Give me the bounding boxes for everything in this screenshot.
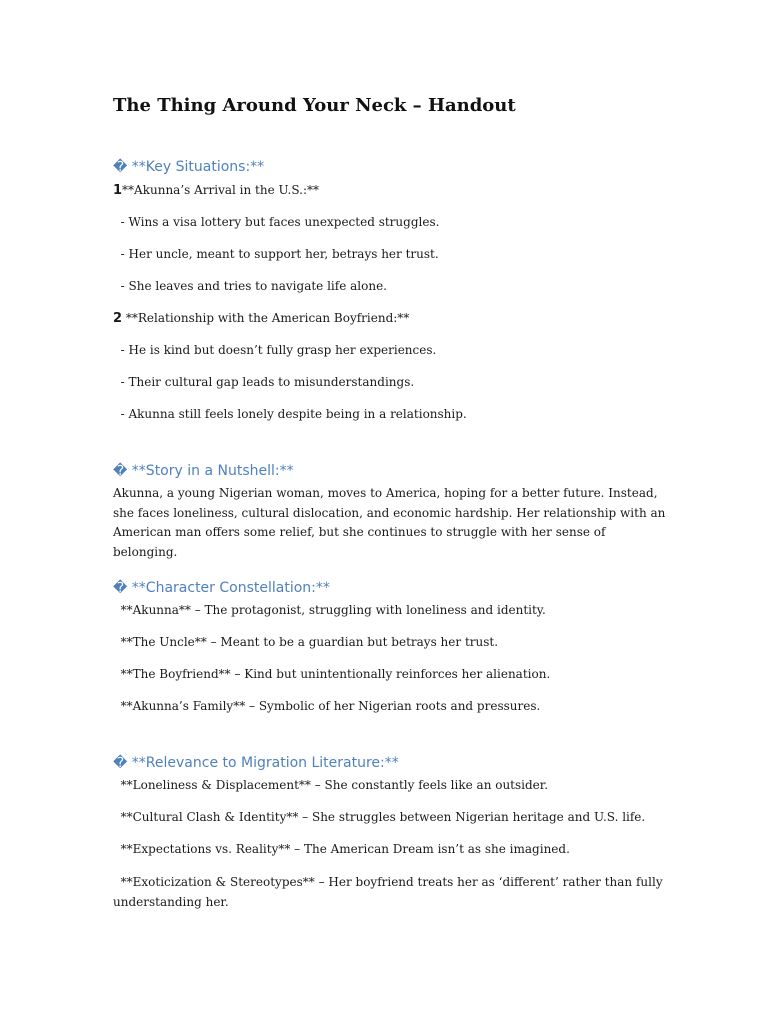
key-situations-heading: � **Key Situations:** — [113, 159, 265, 175]
situation-1-label — [113, 181, 319, 200]
characters-heading: � **Character Constellation:** — [113, 580, 330, 596]
document-title: The Thing Around Your Neck – Handout — [113, 95, 516, 116]
relevance-line: **Expectations vs. Reality** – The American Dream isn’t as she imagined. — [113, 842, 570, 856]
character-line: **Akunna’s Family** – Symbolic of her Nigerian roots and pressures. — [113, 699, 541, 713]
situation-2-bullet: - Akunna still feels lonely despite being in a relationship. — [113, 407, 467, 421]
situation-2-number: 2 — [113, 311, 123, 326]
situation-1-bullet: - Wins a visa lottery but faces unexpected struggles. — [113, 215, 440, 229]
situation-1-bullet: - She leaves and tries to navigate life alone. — [113, 279, 387, 293]
situation-1-bullet: - Her uncle, meant to support her, betrays her trust. — [113, 247, 439, 261]
situation-1-text: **Akunna’s Arrival in the U.S.:** — [122, 183, 319, 197]
relevance-line: **Loneliness & Displacement** – She constantly feels like an outsider. — [113, 778, 549, 792]
nutshell-paragraph: Akunna, a young Nigerian woman, moves to America, hoping for a better future. Instead, she faces loneliness, cultural dislocation, and economic hardship. Her relationship with an American man offers some relief, but she continues to struggle with her sense of belonging. — [113, 486, 666, 559]
character-line: **The Boyfriend** – Kind but unintentionally reinforces her alienation. — [113, 667, 551, 681]
relevance-line: **Cultural Clash & Identity** – She struggles between Nigerian heritage and U.S. life. — [113, 810, 646, 824]
situation-2-text: **Relationship with the American Boyfriend:** — [122, 311, 410, 325]
situation-2-bullet: - He is kind but doesn’t fully grasp her experiences. — [113, 343, 437, 357]
situation-1-number: 1 — [113, 183, 123, 198]
relevance-last-paragraph: **Exoticization & Stereotypes** – Her boyfriend treats her as ‘different’ rather than fully understanding her. — [113, 875, 667, 909]
relevance-heading: � **Relevance to Migration Literature:** — [113, 755, 399, 771]
nutshell-heading: � **Story in a Nutshell:** — [113, 463, 294, 479]
character-line: **Akunna** – The protagonist, struggling with loneliness and identity. — [113, 603, 546, 617]
character-line: **The Uncle** – Meant to be a guardian but betrays her trust. — [113, 635, 499, 649]
situation-2-bullet: - Their cultural gap leads to misunderstandings. — [113, 375, 415, 389]
situation-2-label — [113, 309, 409, 328]
